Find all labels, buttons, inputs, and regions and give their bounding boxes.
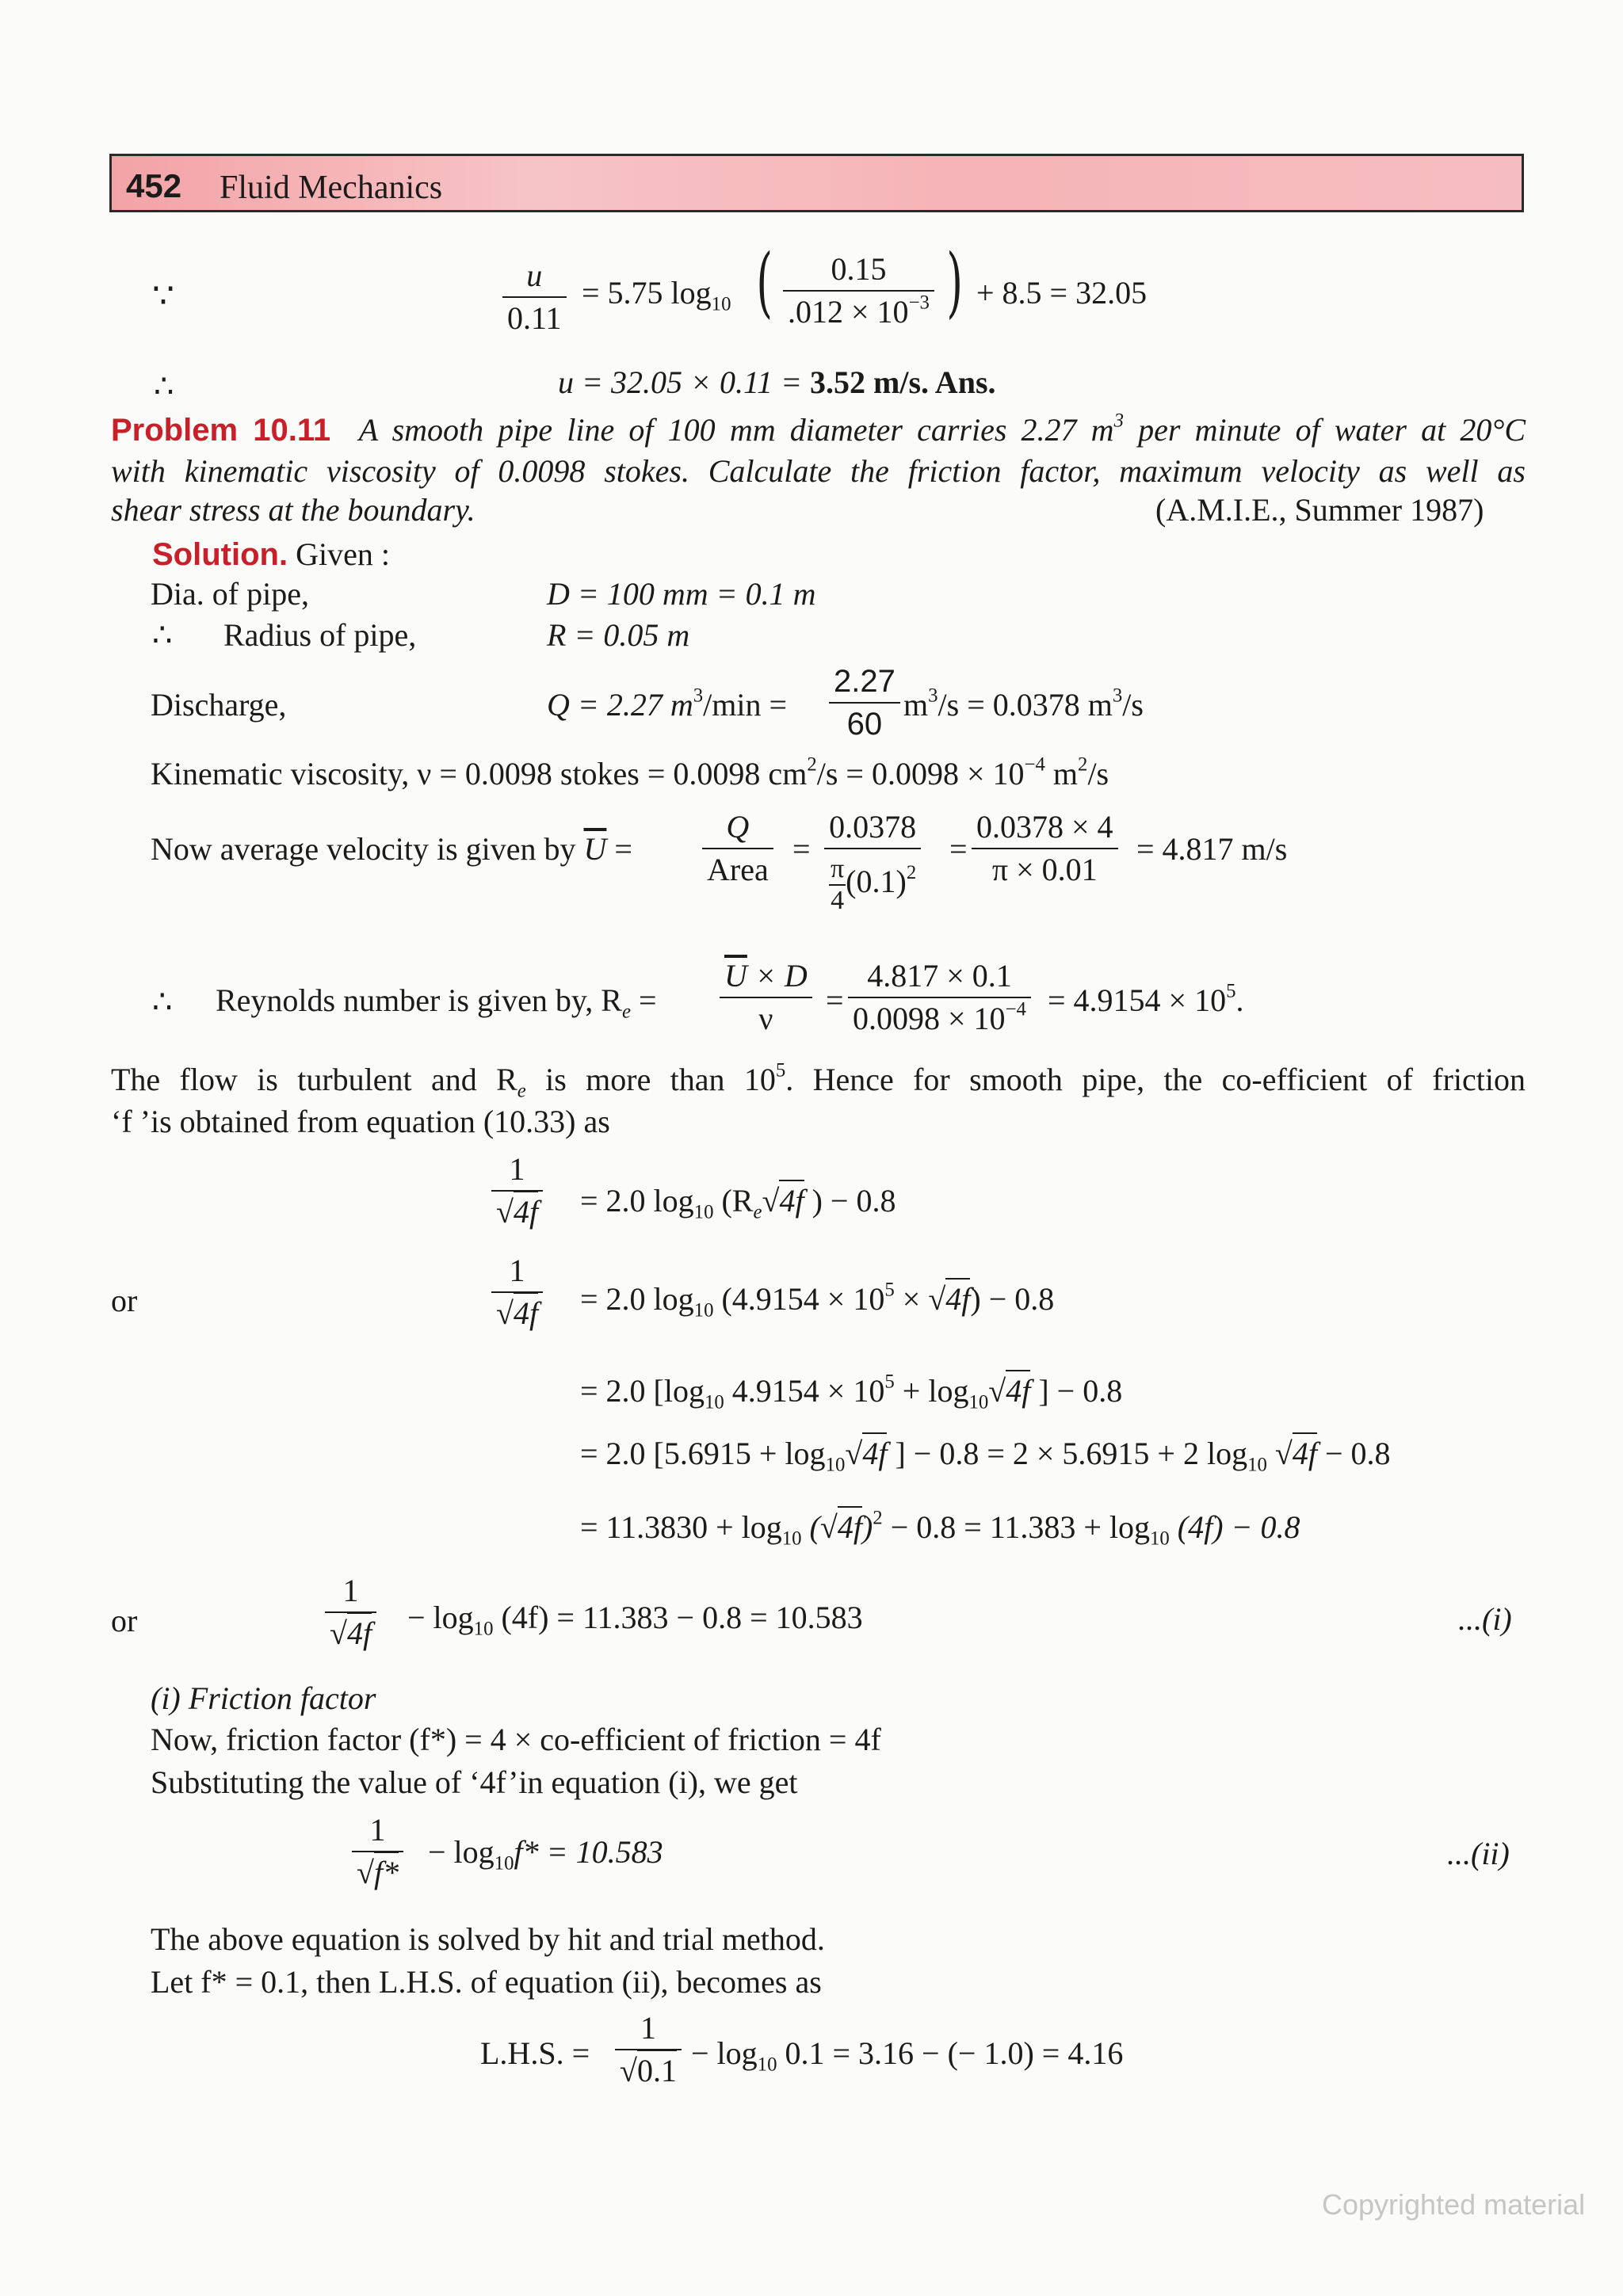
radius-value: R = 0.05 m (547, 617, 690, 653)
page-number: 452 (126, 167, 182, 204)
equals-3: = (826, 982, 844, 1018)
paren-right: ) (946, 238, 964, 326)
friction-line-1: Now, friction factor (f*) = 4 × co-efficient of friction = 4f (151, 1722, 881, 1757)
problem-line-2: with kinematic viscosity of 0.0098 stokes. Calculate the friction factor, maximum velocity as well as (111, 453, 1526, 489)
reynolds-lead: Reynolds number is given by, $R_e$ = (216, 982, 657, 1023)
therefore-symbol: ∴ (154, 368, 174, 404)
problem-source: (A.M.I.E., Summer 1987) (1155, 492, 1484, 528)
page-header (109, 154, 1524, 212)
discharge-label: Discharge, (151, 687, 287, 723)
fraction-inner: $\frac{0.15}{.012 \times 10^{-3}}$ (783, 254, 934, 328)
copyright-watermark: Copyrighted material (1322, 2188, 1586, 2221)
equation-tag-ii: ...(ii) (1447, 1836, 1510, 1871)
friction-line-2: Substituting the value of ‘4f’in equation (i), we get (151, 1764, 798, 1800)
fraction-1-over-sqrt01: $\frac{1}{√0.1}$ (615, 2012, 682, 2087)
problem-label: Problem 10.11 (111, 413, 331, 448)
solution-heading: Solution. Given : (152, 536, 390, 572)
u-result: u = 32.05 × 0.11 = 3.52 m/s. Ans. (558, 364, 996, 400)
trial-line-1: The above equation is solved by hit and trial method. (151, 1921, 825, 1957)
because-symbol: ∵ (152, 277, 174, 315)
turbulent-line-1: The flow is turbulent and $R_e$ is more than $10^5$. Hence for smooth pipe, the co-efficient of friction (111, 1059, 1526, 1102)
friction-heading: (i) Friction factor (151, 1680, 376, 1716)
fraction-1-over-sqrt-fstar: $\frac{1}{√f*}$ (352, 1814, 403, 1889)
reynolds-prefix: ∴ (152, 984, 173, 1020)
trial-line-2: Let f* = 0.1, then L.H.S. of equation (ii), becomes as (151, 1964, 822, 2000)
radius-prefix: ∴ (152, 617, 173, 653)
equals-1: = (792, 831, 811, 867)
velocity-result: = 4.817 m/s (1136, 831, 1288, 867)
problem-line-1: Problem 10.11 A smooth pipe line of 100 mm diameter carries 2.27 $m^3$ per minute of water at 20°C (111, 410, 1526, 448)
eq-ii-rhs: − $\log_{10}f* = 10.583$ (428, 1834, 663, 1875)
fraction-227-over-60: $\frac{2.27}{60}$ (829, 666, 900, 740)
eq2-rhs: = 2.0 $\log_{10} (4.9154 \times 10^5 \times √4f) - 0.8$ (580, 1279, 1055, 1322)
fraction-1-over-sqrt4f-b: $\frac{1}{√4f}$ (491, 1255, 543, 1329)
fraction-ud-over-nu: $\frac{\overline{U} \times D}{\nu}$ (720, 960, 812, 1035)
top-eq-rhs-start: = 5.75 $\log_{10}$ (582, 275, 731, 315)
paren-left: ( (756, 238, 773, 326)
dia-value: D = 100 mm = 0.1 m (547, 576, 816, 612)
turbulent-line-2: ‘f ’is obtained from equation (10.33) as (111, 1104, 610, 1139)
or-label-2: or (111, 1603, 138, 1638)
problem-line-3: shear stress at the boundary. (111, 492, 475, 528)
fraction-u-over-011: $\frac{u}{0.11}$ (502, 260, 567, 334)
fraction-1-over-sqrt4f-c: $\frac{1}{√4f}$ (325, 1575, 376, 1650)
eq5-rhs: = $11.3830 + \log_{10} (√4f)^2 - 0.8 = 11.383 + \log_{10} (4f) - 0.8$ (580, 1507, 1300, 1550)
fraction-1-over-sqrt4f-a: $\frac{1}{√4f}$ (491, 1154, 543, 1228)
or-label-1: or (111, 1283, 138, 1318)
eq3-rhs: = 2.0 [$\log_{10}$ $4.9154 \times 10^5 + \log_{10}√4f$ ] − 0.8 (580, 1371, 1123, 1413)
book-title: Fluid Mechanics (220, 170, 443, 206)
discharge-eq-a: Q = 2.27 $m^3/\min$ = (547, 685, 788, 723)
equation-tag-i: ...(i) (1458, 1601, 1512, 1637)
fraction-reynolds-value: $\frac{4.817 \times 0.1}{0.0098 \times 10^{-4}}$ (848, 960, 1031, 1035)
fraction-final-velocity: $\frac{0.0378 \times 4}{\pi \times 0.01}$ (972, 811, 1118, 886)
velocity-lead: Now average velocity is given by $\overline{U}$ = (151, 831, 632, 867)
viscosity-line: Kinematic viscosity, ν = 0.0098 stokes = 0.0098 $cm^2/s = 0.0098 \times 10^{-4}$ $m^2/s$ (151, 753, 1109, 791)
eq4-rhs: = 2.0 [$5.6915 + \log_{10}√4f$ ] − 0.8 = 2 × 5.6915 + 2 $\log_{10} √4f - 0.8$ (580, 1438, 1391, 1470)
top-eq-rhs-end: + 8.5 = 32.05 (976, 275, 1148, 311)
fraction-q-over-area: Q Area (702, 811, 773, 886)
lhs-label: L.H.S. = (480, 2035, 590, 2071)
fraction-00378-over-area: 0.0378 $\frac{\pi}{4}$ $(0.1)^2$ (824, 811, 921, 914)
radius-label: Radius of pipe, (223, 617, 417, 653)
lhs-rhs: − $\log_{10} 0.1 = 3.16$ − (− 1.0) = 4.16 (691, 2035, 1124, 2076)
eq1-rhs: = 2.0 $\log_{10} (R_e√4f$ ) − 0.8 (580, 1185, 896, 1217)
reynolds-result: = $4.9154 \times 10^5$. (1048, 980, 1244, 1018)
equals-2: = (949, 831, 968, 867)
eq-i-rhs: − $\log_{10} (4f) = 11.383 - 0.8 = 10.583$ (407, 1600, 863, 1640)
discharge-eq-b: $m^3/s = 0.0378$ $m^3/s$ (903, 685, 1144, 723)
dia-label: Dia. of pipe, (151, 576, 309, 612)
